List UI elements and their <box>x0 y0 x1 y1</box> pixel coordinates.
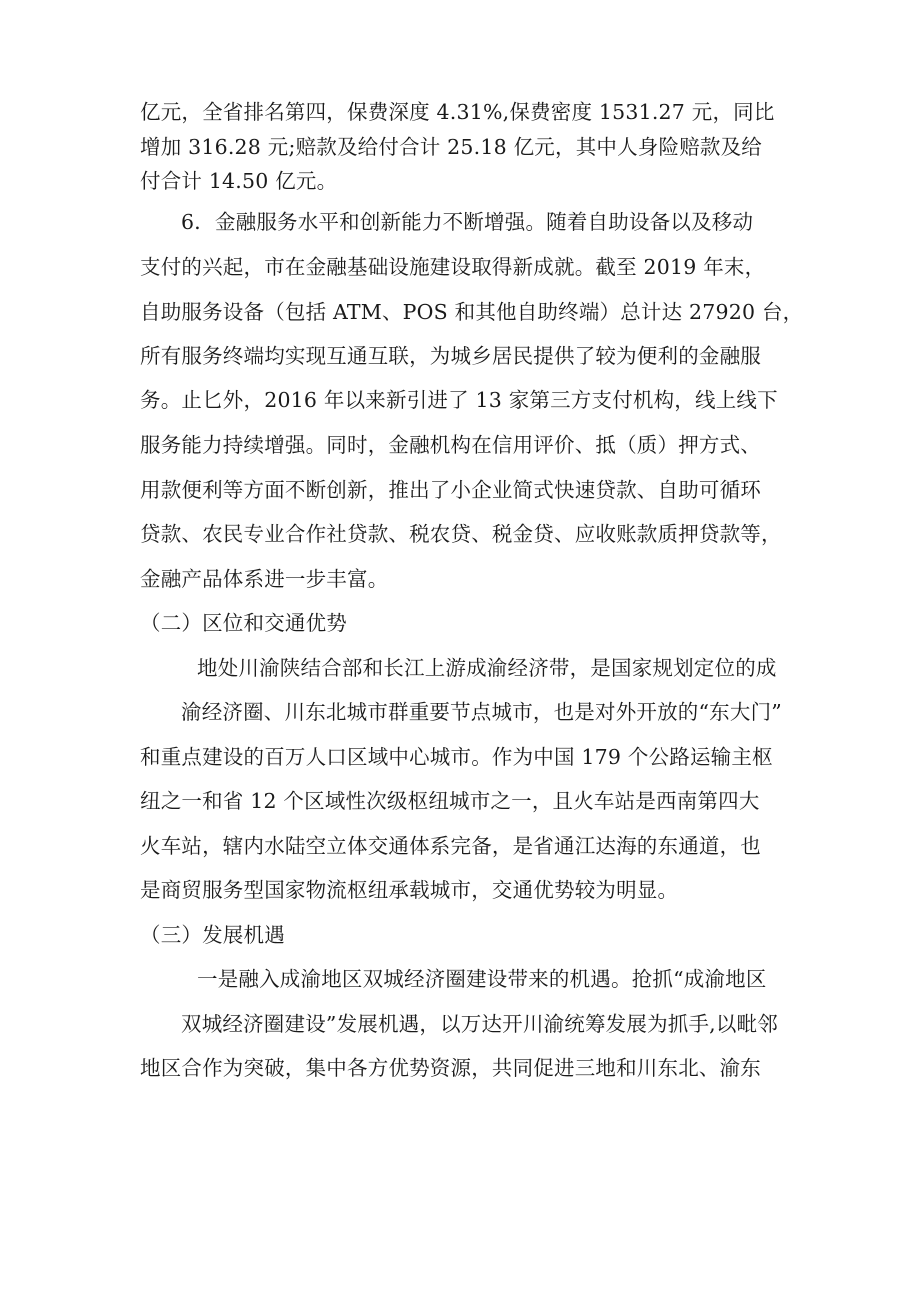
text-line: 和重点建设的百万人口区域中心城市。作为中国 179 个公路运输主枢 <box>140 745 773 769</box>
text-line: 增加 316.28 元;赔款及给付合计 25.18 亿元，其中人身险赔款及给 <box>140 135 762 159</box>
text-line: 双城经济圈建设”发展机遇，以万达开川渝统筹发展为抓手,以毗邻 <box>181 1012 778 1036</box>
text-line: 火车站，辖内水陆空立体交通体系完备，是省通江达海的东通道，也 <box>140 834 761 858</box>
text-line: 贷款、农民专业合作社贷款、税农贷、税金贷、应收账款质押贷款等， <box>140 522 782 546</box>
text-line: 渝经济圈、川东北城市群重要节点城市，也是对外开放的“东大门” <box>181 700 782 724</box>
section-heading: 地处川渝陕结合部和长江上游成渝经济带，是国家规划定位的成 <box>197 656 777 680</box>
text-line: （三）发展机遇 <box>140 923 285 947</box>
text-line: 是商贸服务型国家物流枢纽承载城市，交通优势较为明显。 <box>140 878 679 902</box>
section-heading: 一是融入成渝地区双城经济圈建设带来的机遇。抢抓“成渝地区 <box>197 967 767 991</box>
text-line: 务。止匕外，2016 年以来新引进了 13 家第三方支付机构，线上线下 <box>140 388 778 412</box>
text-line: 支付的兴起，市在金融基础设施建设取得新成就。截至 2019 年末， <box>140 255 766 279</box>
text-line: 用款便利等方面不断创新，推出了小企业简式快速贷款、自助可循环 <box>140 478 761 502</box>
text-line: 地区合作为突破，集中各方优势资源，共同促进三地和川东北、渝东 <box>140 1056 761 1080</box>
text-line: 自助服务设备（包括 ATM、POS 和其他自助终端）总计达 27920 台， <box>140 300 804 324</box>
text-line: 所有服务终端均实现互通互联，为城乡居民提供了较为便利的金融服 <box>140 344 761 368</box>
paragraph-heading-line: 6．金融服务水平和创新能力不断增强。随着自助设备以及移动 <box>181 210 754 234</box>
text-line: 服务能力持续增强。同时，金融机构在信用评价、抵（质）押方式、 <box>140 433 761 457</box>
text-line: 亿元，全省排名第四，保费深度 4.31%,保费密度 1531.27 元，同比 <box>140 100 775 124</box>
text-line: 付合计 14.50 亿元。 <box>140 169 338 193</box>
text-line: （二）区位和交通优势 <box>140 611 347 635</box>
text-line: 金融产品体系进一步丰富。 <box>140 567 389 591</box>
text-line: 纽之一和省 12 个区域性次级枢纽城市之一，且火车站是西南第四大 <box>140 789 760 813</box>
